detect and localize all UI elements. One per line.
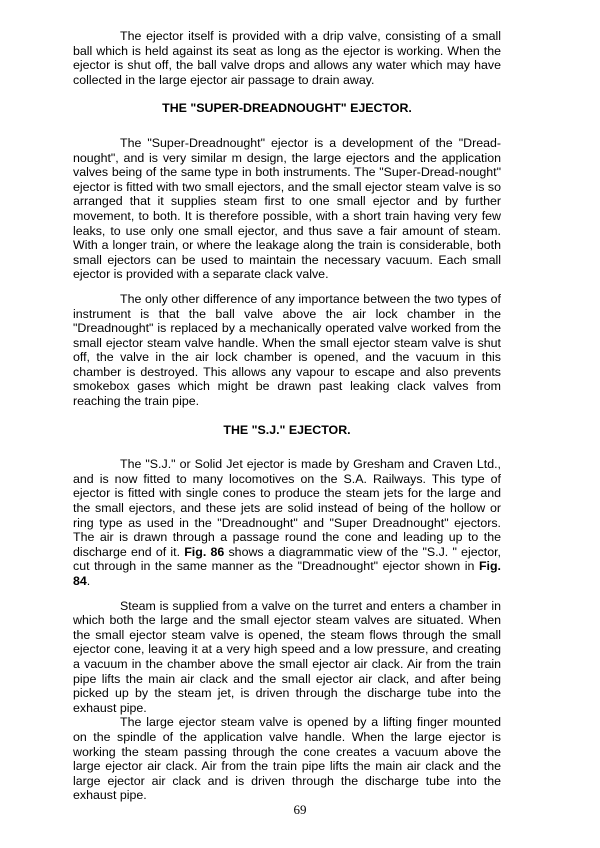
super-dreadnought-paragraph-2: The only other difference of any importance between the two types of instrument is that the ball valve above the air lock chamber in the "Dreadnought" is replaced by a mechanically operated valve worked from the small ejector steam valve handle. When the small ejector steam valve is shut off, the valve in the air lock chamber is opened, and the vacuum in this chamber is destroyed. This allows any vapour to escape and also prevents smokebox gases which might be drawn past leaking clack valves from reaching the train pipe. xyxy=(73,291,501,409)
super-dreadnought-paragraph-1: The "Super-Dreadnought" ejector is a development of the "Dread-nought", and is very similar m design, the large ejectors and the application valves being of the same type in both instruments. The "Super-Dread-nought" ejector is fitted with two small ejectors, and the small ejector steam valve is so arranged that it supplies steam first to one small ejector and by further movement, to both. It is therefore possible, with a short train having very few leaks, to use only one small ejector, and thus save a fair amount of steam. With a longer train, or where the leakage along the train is considerable, both small ejectors can be used to maintain the necessary vacuum. Each small ejector is provided with a separate clack valve. xyxy=(73,135,501,282)
sj-p1-text-a: The "S.J." or Solid Jet ejector is made by Gresham and Craven Ltd., and is now fitted to many locomotives on the S.A. Railways. This type of ejector is fitted with single cones to produce the steam jets for the large and the small ejectors, and these jets are solid instead of being of the hollow or ring type as used in the "Dreadnought" and "Super Dreadnought" ejectors. The air is drawn through a passage round the cone and leading up to the discharge end of it. xyxy=(73,457,501,559)
page-number: 69 xyxy=(293,802,307,817)
sj-p1-text-b: shows a diagrammatic view of the "S.J. " ejector, cut through in the same manner as the "Dreadnought" ejector shown in xyxy=(73,544,502,574)
sj-paragraph-2: Steam is supplied from a valve on the turret and enters a chamber in which both the large and the small ejector steam valves are situated. When the small ejector steam valve is opened, the steam flows through the small ejector cone, leaving it at a very high speed and a low pressure, and creating a vacuum in the chamber above the small ejector air clack. Air from the train pipe lifts the main air clack and the small ejector air clack, and after being picked up by the steam jet, is driven through the discharge tube into the exhaust pipe. xyxy=(73,598,501,715)
intro-paragraph: The ejector itself is provided with a drip valve, consisting of a small ball which is held against its seat as long as the ejector is working. When the ejector is shut off, the ball valve drops and allows any water which may have collected in the large ejector air passage to drain away. xyxy=(73,29,501,87)
super-dreadnought-heading: THE "SUPER-DREADNOUGHT" EJECTOR. xyxy=(162,101,412,116)
sj-p1-text-c: . xyxy=(86,574,91,588)
sj-ejector-heading: THE "S.J." EJECTOR. xyxy=(223,422,351,437)
fig-84-reference: Fig. 84 xyxy=(73,559,501,588)
page-body xyxy=(73,29,501,803)
sj-paragraph-3: The large ejector steam valve is opened by a lifting finger mounted on the spindle of the application valve handle. When the large ejector is working the steam passing through the cone creates a vacuum above the large ejector air clack. Air from the train pipe lifts the main air clack and the large ejector air clack and is driven through the discharge tube into the exhaust pipe. xyxy=(73,715,501,803)
sj-paragraph-1 xyxy=(73,457,501,588)
fig-86-reference: Fig. 86 xyxy=(184,544,225,559)
